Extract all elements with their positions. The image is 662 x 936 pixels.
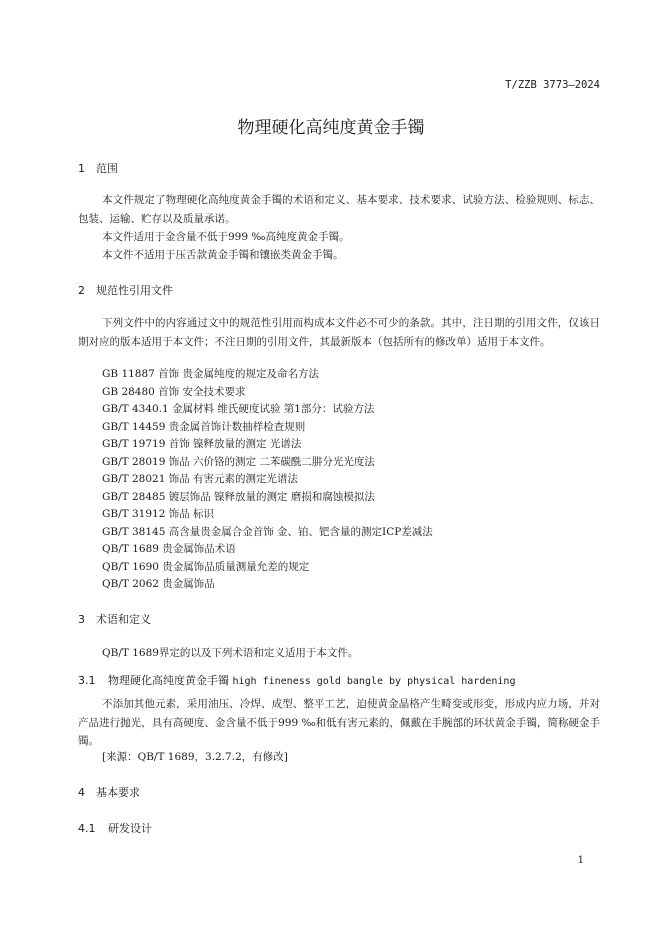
reference-item: QB/T 2062 贵金属饰品 [102, 578, 215, 590]
term-number: 3.1 [78, 674, 96, 687]
standard-number: T/ZZB 3773—2024 [505, 79, 600, 91]
section-number: 3 [78, 613, 85, 626]
term-heading [78, 672, 515, 688]
section-title: 范围 [96, 162, 118, 175]
reference-item: GB/T 19719 首饰 镍释放量的测定 光谱法 [102, 438, 302, 450]
reference-item: GB/T 28021 饰品 有害元素的测定光谱法 [102, 473, 299, 485]
terms-intro: QB/T 1689界定的以及下列术语和定义适用于本文件。 [102, 647, 359, 659]
reference-item: GB/T 4340.1 金属材料 维氏硬度试验 第1部分：试验方法 [102, 403, 375, 415]
section-1-heading [78, 160, 118, 176]
page-number: 1 [577, 855, 584, 866]
term-name-cn: 物理硬化高纯度黄金手镯 [108, 674, 229, 687]
reference-item: QB/T 1689 贵金属饰品术语 [102, 543, 236, 555]
reference-item: GB/T 28019 饰品 六价铬的测定 二苯碳酰二肼分光光度法 [102, 455, 375, 468]
section-4-heading [78, 784, 140, 800]
reference-list [102, 366, 433, 594]
section-title: 基本要求 [96, 786, 140, 799]
reference-item: GB 11887 首饰 贵金属纯度的规定及命名方法 [102, 368, 320, 380]
references-intro: 下列文件中的内容通过文中的规范性引用而构成本文件必不可少的条款。其中，注日期的引用文件，仅该日期对应的版本适用于本文件；不注日期的引用文件，其最新版本（包括所有的修改单）适用于本文件。 [78, 317, 600, 348]
section-2-heading [78, 282, 173, 298]
term-definition: 不添加其他元素，采用油压、冷焊、成型、整平工艺，迫使黄金晶格产生畸变或形变，形成内应力场，并对产品进行抛光，具有高硬度、金含量不低于999 ‰和低有害元素的，佩戴在手腕部的环状黄金手镯，简称硬金手镯。 [78, 698, 600, 747]
term-name-en: high fineness gold bangle by physical hardening [232, 676, 516, 687]
reference-item: GB/T 28485 镀层饰品 镍释放量的测定 磨损和腐蚀模拟法 [102, 490, 375, 503]
subsection-4-1-heading [78, 820, 152, 836]
reference-item: GB/T 14459 贵金属首饰计数抽样检查规则 [102, 420, 306, 433]
section-3-heading [78, 611, 151, 627]
scope-paragraph-3: 本文件不适用于压舌款黄金手镯和镶嵌类黄金手镯。 [102, 249, 344, 261]
subsection-title: 研发设计 [108, 822, 152, 835]
section-number: 1 [78, 162, 85, 175]
term-source: [来源：QB/T 1689，3.2.7.2，有修改] [102, 751, 288, 763]
reference-item: GB 28480 首饰 安全技术要求 [102, 385, 246, 398]
section-number: 2 [78, 284, 85, 297]
section-title: 规范性引用文件 [96, 284, 173, 297]
scope-paragraph-1: 本文件规定了物理硬化高纯度黄金手镯的术语和定义、基本要求、技术要求、试验方法、检验规则、标志、包装、运输、贮存以及质量承诺。 [78, 194, 600, 225]
section-number: 4 [78, 786, 85, 799]
subsection-number: 4.1 [78, 822, 96, 835]
reference-item: GB/T 31912 饰品 标识 [102, 508, 215, 520]
section-title: 术语和定义 [96, 613, 151, 626]
reference-item: GB/T 38145 高含量贵金属合金首饰 金、铂、钯含量的测定ICP差减法 [102, 525, 433, 538]
document-title: 物理硬化高纯度黄金手镯 [237, 118, 425, 138]
reference-item: QB/T 1690 贵金属饰品质量测量允差的规定 [102, 560, 310, 573]
scope-paragraph-2: 本文件适用于金含量不低于999 ‰高纯度黄金手镯。 [102, 231, 350, 243]
